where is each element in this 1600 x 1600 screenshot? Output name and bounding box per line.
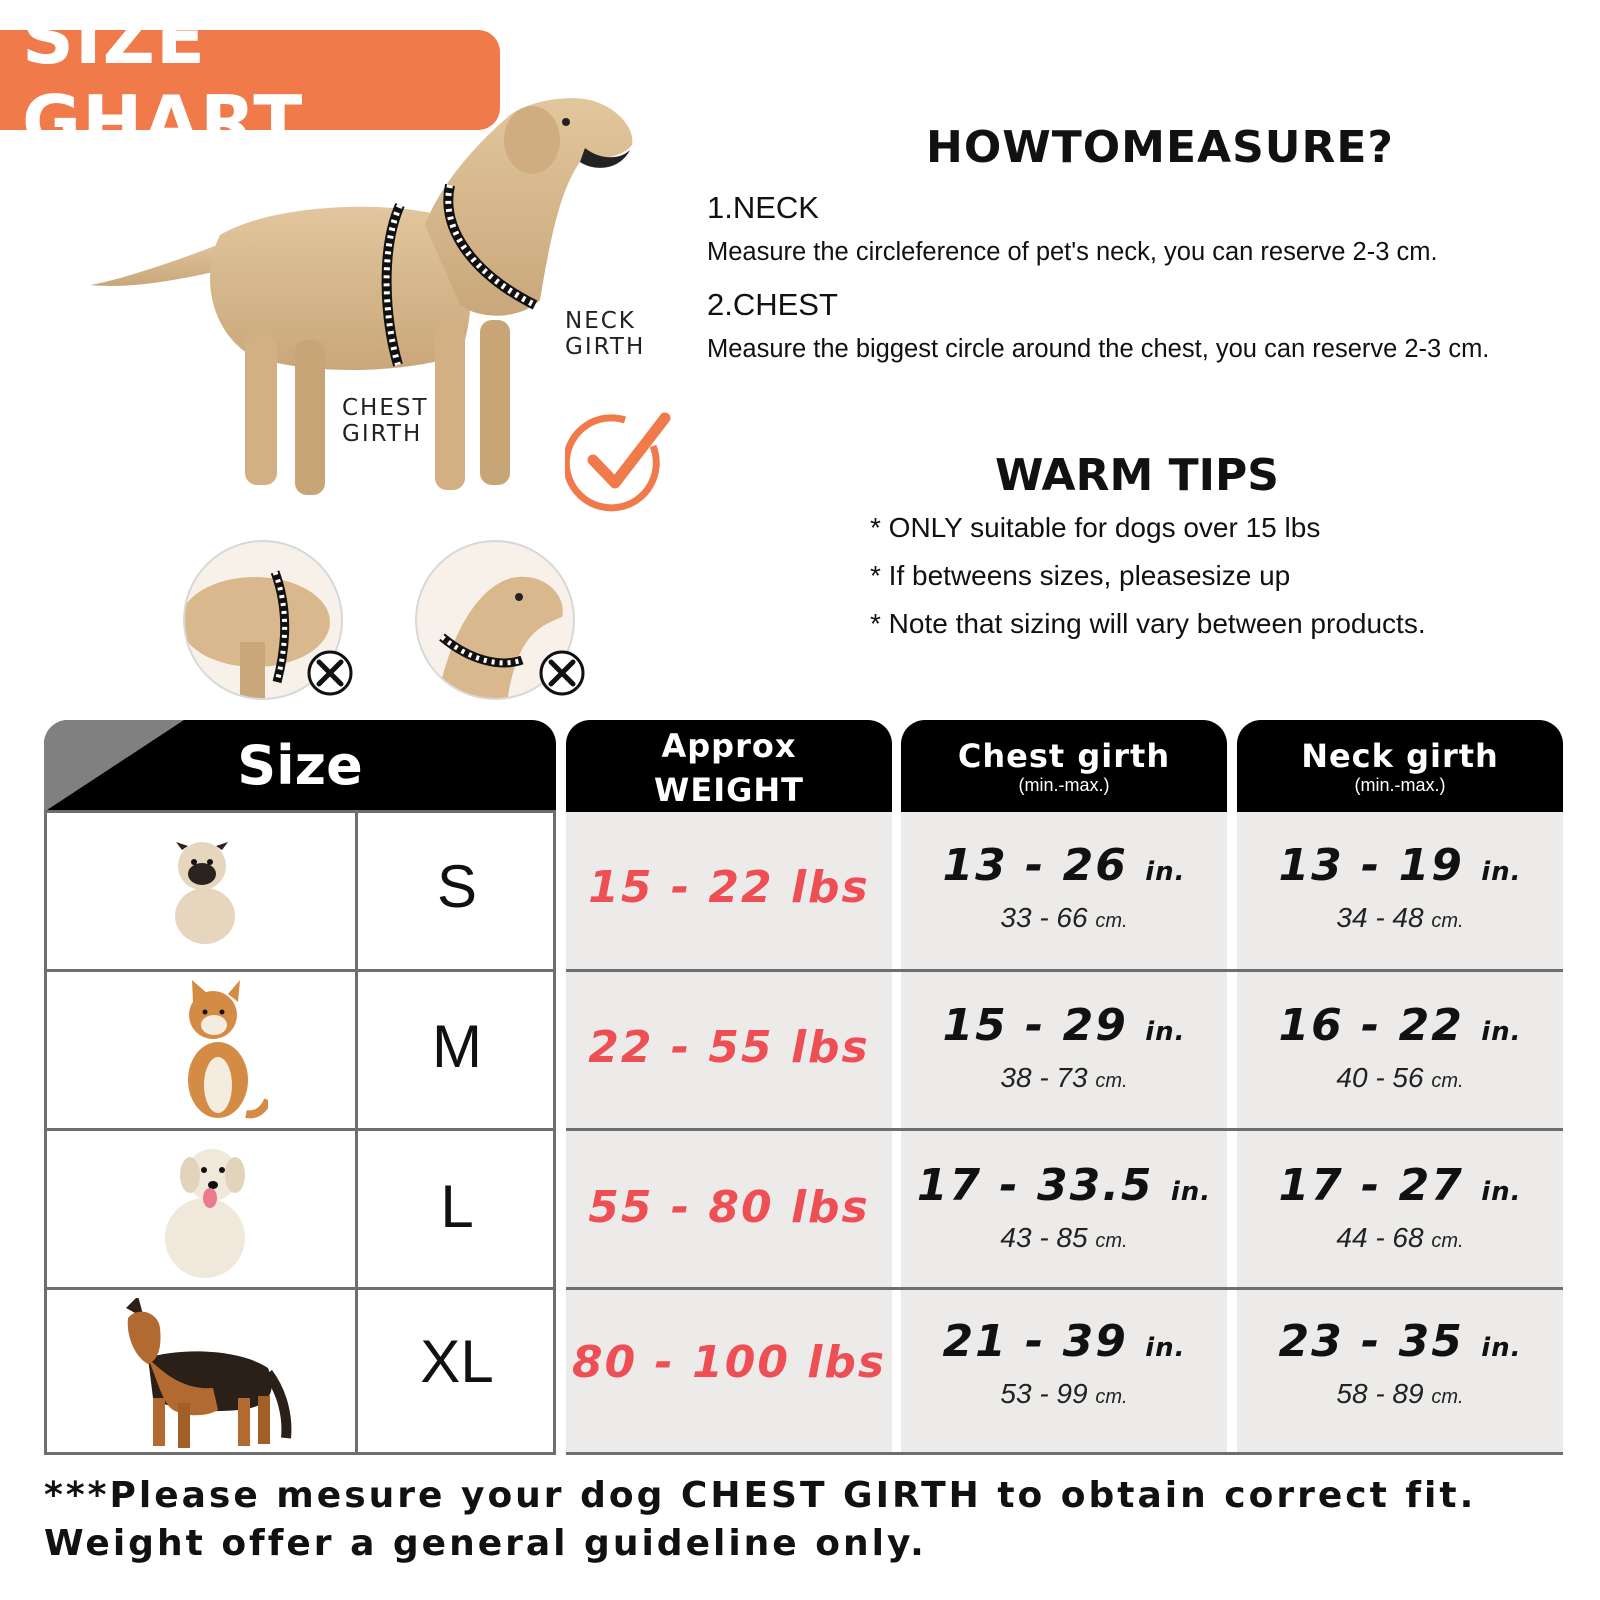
pug-icon: [160, 836, 250, 948]
neck-cm-value: 58 - 89: [1336, 1378, 1424, 1409]
chest-inch-range: [901, 1316, 1227, 1367]
divider: [44, 1128, 556, 1131]
cm-unit: cm.: [1431, 1070, 1464, 1092]
tip-item: * Note that sizing will vary between products.: [870, 608, 1426, 639]
chest-cm-value: 43 - 85: [1000, 1222, 1088, 1253]
chest-cm-value: 38 - 73: [1000, 1062, 1088, 1093]
neck-girth-label: NECK GIRTH: [565, 308, 646, 360]
neck-inch-range: [1237, 1316, 1563, 1367]
cm-unit: cm.: [1095, 1386, 1128, 1408]
step-chest-text: Measure the biggest circle around the chest, you can reserve 2-3 cm.: [707, 335, 1490, 363]
size-label: M: [432, 1013, 482, 1080]
footer-line-1: ***Please mesure your dog CHEST GIRTH to obtain correct fit.: [44, 1475, 1477, 1516]
neck-cm-value: 34 - 48: [1336, 902, 1424, 933]
neck-inch-value: 17 - 27: [1278, 1160, 1464, 1211]
tip-item: * ONLY suitable for dogs over 15 lbs: [870, 512, 1321, 543]
chest-cm-range: [901, 902, 1227, 934]
cm-unit: cm.: [1431, 910, 1464, 932]
labrador-icon: [150, 1140, 260, 1280]
chest-inch-range: [901, 840, 1227, 891]
header-chest: [901, 720, 1227, 812]
size-label: S: [436, 853, 478, 920]
chest-cm-value: 53 - 99: [1000, 1378, 1088, 1409]
cm-unit: cm.: [1095, 910, 1128, 932]
header-weight: [566, 720, 892, 812]
size-label: L: [440, 1173, 474, 1240]
german-shepherd-icon: [118, 1298, 293, 1448]
weight-range: 22 - 55 lbs: [588, 1022, 870, 1073]
chest-girth-label: CHEST GIRTH: [342, 395, 429, 447]
neck-cm-range: [1237, 1222, 1563, 1254]
neck-inch-value: 16 - 22: [1278, 1000, 1464, 1051]
shiba-icon: [168, 980, 268, 1120]
footer-note: [44, 1472, 1584, 1568]
header-size-label: Size: [237, 734, 363, 797]
header-neck: [1237, 720, 1563, 812]
chest-cm-range: [901, 1222, 1227, 1254]
chest-cm-range: [901, 1062, 1227, 1094]
divider: [566, 1452, 1563, 1455]
chest-inch-range: [901, 1000, 1227, 1051]
neck-inch-range: [1237, 1160, 1563, 1211]
cm-unit: cm.: [1431, 1230, 1464, 1252]
chest-cm-value: 33 - 66: [1000, 902, 1088, 933]
page-title: SIZE GHART: [22, 0, 304, 164]
neck-cm-range: [1237, 1062, 1563, 1094]
header-weight-line2: WEIGHT: [654, 771, 804, 809]
cm-unit: cm.: [1431, 1386, 1464, 1408]
header-chest-label: Chest girth: [957, 737, 1171, 775]
cm-unit: cm.: [1095, 1070, 1128, 1092]
inch-unit: in.: [1145, 1333, 1186, 1363]
step-neck-heading: 1.NECK: [707, 190, 819, 225]
neck-cm-range: [1237, 902, 1563, 934]
header-neck-sub: (min.-max.): [1354, 775, 1446, 795]
weight-range: 15 - 22 lbs: [588, 862, 870, 913]
neck-cm-value: 40 - 56: [1336, 1062, 1424, 1093]
divider: [44, 969, 556, 972]
divider: [44, 1287, 556, 1290]
neck-inch-range: [1237, 840, 1563, 891]
size-label: XL: [420, 1328, 494, 1395]
step-neck-text: Measure the circleference of pet's neck, you can reserve 2-3 cm.: [707, 238, 1438, 266]
chest-inch-value: 13 - 26: [942, 840, 1128, 891]
chest-inch-range: [901, 1160, 1227, 1211]
chest-inch-value: 21 - 39: [942, 1316, 1128, 1367]
header-neck-label: Neck girth: [1301, 737, 1499, 775]
divider: [566, 1128, 1563, 1131]
weight-range: 80 - 100 lbs: [571, 1337, 887, 1388]
divider: [566, 969, 1563, 972]
header-size: [44, 720, 556, 812]
inch-unit: in.: [1481, 1177, 1522, 1207]
inch-unit: in.: [1481, 1017, 1522, 1047]
neck-inch-range: [1237, 1000, 1563, 1051]
inch-unit: in.: [1170, 1177, 1212, 1207]
inch-unit: in.: [1481, 857, 1522, 887]
neck-cm-value: 44 - 68: [1336, 1222, 1424, 1253]
chest-inch-value: 15 - 29: [942, 1000, 1128, 1051]
inch-unit: in.: [1145, 857, 1186, 887]
chest-inch-value: 17 - 33.5: [916, 1160, 1154, 1211]
header-chest-sub: (min.-max.): [1018, 775, 1110, 795]
footer-line-2: Weight offer a general guideline only.: [44, 1523, 927, 1564]
neck-inch-value: 23 - 35: [1278, 1316, 1464, 1367]
tip-item: * If betweens sizes, pleasesize up: [870, 560, 1291, 591]
inch-unit: in.: [1145, 1017, 1186, 1047]
chest-cm-range: [901, 1378, 1227, 1410]
neck-inch-value: 13 - 19: [1278, 840, 1464, 891]
divider: [566, 1287, 1563, 1290]
how-to-measure-title: HOWTOMEASURE?: [926, 122, 1394, 173]
cm-unit: cm.: [1095, 1230, 1128, 1252]
step-chest-heading: 2.CHEST: [707, 287, 838, 322]
warm-tips-title: WARM TIPS: [995, 450, 1279, 501]
neck-cm-range: [1237, 1378, 1563, 1410]
weight-range: 55 - 80 lbs: [588, 1182, 870, 1233]
header-weight-line1: Approx: [661, 727, 797, 765]
inch-unit: in.: [1481, 1333, 1522, 1363]
